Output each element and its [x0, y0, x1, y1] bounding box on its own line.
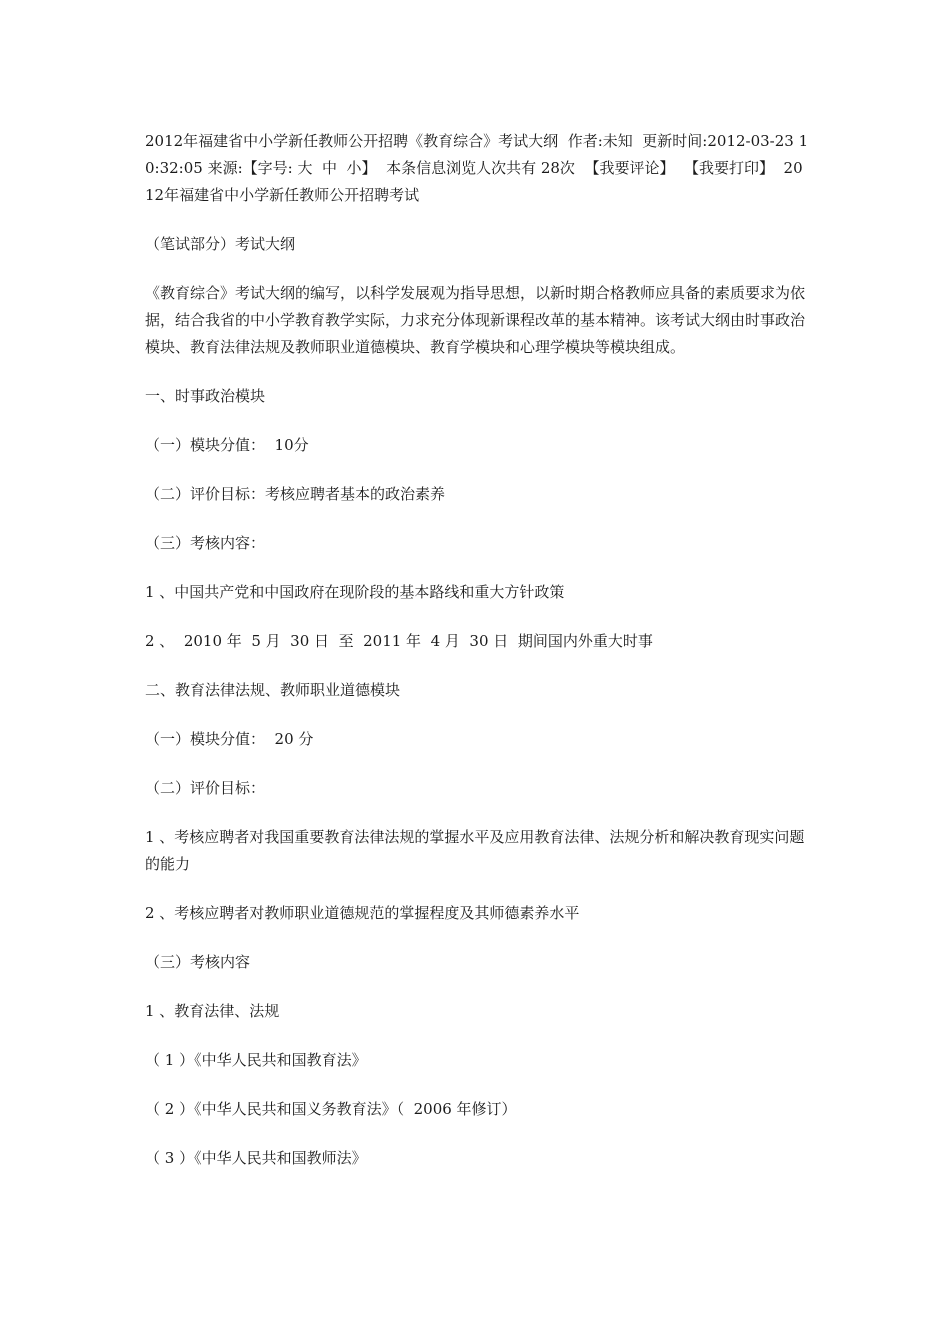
header-paragraph: 2012年福建省中小学新任教师公开招聘《教育综合》考试大纲 作者:未知 更新时间:2012-03-23 10:32:05 来源:【字号: 大 中 小】 本条信息浏览人次共有 28次 【我要评论】 【我要打印】 2012年福建省中小学新任教师公开招聘考试 — [145, 132, 809, 204]
paragraph: （二）评价目标： — [145, 779, 266, 797]
paragraph: （三）考核内容： — [145, 534, 266, 552]
subtitle-paragraph: （笔试部分）考试大纲 — [145, 235, 296, 253]
paragraph: （三）考核内容 — [145, 953, 251, 971]
paragraph: （二）评价目标：考核应聘者基本的政治素养 — [145, 485, 446, 503]
list-item: （ 2 ）《中华人民共和国义务教育法》（ 2006 年修订） — [145, 1100, 517, 1118]
list-item: 2 、 2010 年 5 月 30 日 至 2011 年 4 月 30 日 期间国内外重大时事 — [145, 632, 653, 650]
list-item: （ 3 ）《中华人民共和国教师法》 — [145, 1149, 367, 1167]
paragraph: （一）模块分值： 10分 — [145, 436, 309, 454]
paragraph: （一）模块分值： 20 分 — [145, 730, 314, 748]
document-body — [145, 128, 809, 1172]
list-item: （ 1 ）《中华人民共和国教育法》 — [145, 1051, 367, 1069]
section-heading-2: 二、教育法律法规、教师职业道德模块 — [145, 681, 401, 699]
list-item: 1 、考核应聘者对我国重要教育法律法规的掌握水平及应用教育法律、法规分析和解决教育现实问题的能力 — [145, 828, 805, 873]
list-item: 2 、考核应聘者对教师职业道德规范的掌握程度及其师德素养水平 — [145, 904, 580, 922]
list-item: 1 、教育法律、法规 — [145, 1002, 280, 1020]
section-heading-1: 一、时事政治模块 — [145, 387, 266, 405]
intro-paragraph: 《教育综合》考试大纲的编写，以科学发展观为指导思想，以新时期合格教师应具备的素质要求为依据，结合我省的中小学教育教学实际，力求充分体现新课程改革的基本精神。该考试大纲由时事政治模块、教育法律法规及教师职业道德模块、教育学模块和心理学模块等模块组成。 — [145, 284, 806, 356]
list-item: 1 、中国共产党和中国政府在现阶段的基本路线和重大方针政策 — [145, 583, 565, 601]
